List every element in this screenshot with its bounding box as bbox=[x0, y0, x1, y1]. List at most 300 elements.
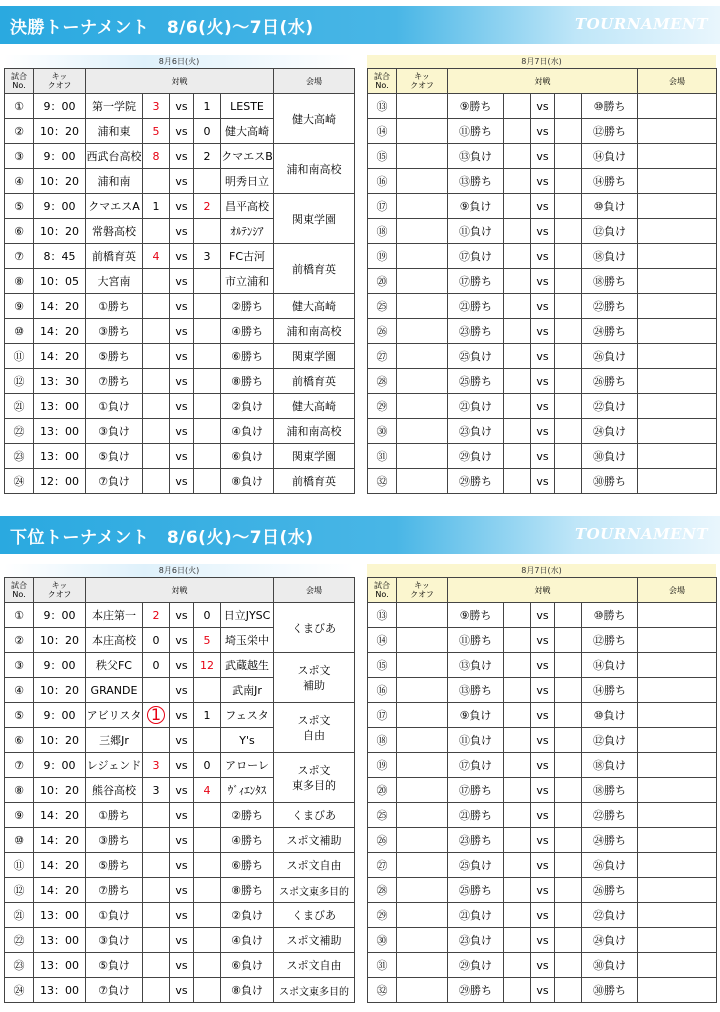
section-title: 下位トーナメント 8/6(火)〜7日(水) bbox=[10, 528, 314, 548]
match-number: ㉔ bbox=[5, 469, 34, 494]
away-score bbox=[555, 928, 582, 953]
home-score bbox=[143, 269, 170, 294]
kickoff-time: 10：05 bbox=[34, 269, 86, 294]
home-team: 三郷Jr bbox=[86, 728, 143, 753]
kickoff-time bbox=[397, 753, 448, 778]
away-team: ⑱勝ち bbox=[582, 269, 638, 294]
table-row bbox=[368, 853, 717, 878]
match-number: ⑯ bbox=[368, 169, 397, 194]
away-score bbox=[555, 628, 582, 653]
table-row bbox=[5, 419, 355, 444]
home-score: 1 bbox=[143, 194, 170, 219]
home-team: ⑬負け bbox=[448, 653, 504, 678]
home-score bbox=[504, 444, 531, 469]
kickoff-time bbox=[397, 903, 448, 928]
home-score bbox=[143, 728, 170, 753]
match-number: ⑮ bbox=[368, 144, 397, 169]
kickoff-time: 13：00 bbox=[34, 953, 86, 978]
away-team: 武蔵越生 bbox=[221, 653, 274, 678]
venue bbox=[638, 94, 717, 119]
match-number: ③ bbox=[5, 653, 34, 678]
match-number: ⑧ bbox=[5, 778, 34, 803]
home-team: ㉓勝ち bbox=[448, 319, 504, 344]
venue bbox=[638, 978, 717, 1003]
away-score bbox=[555, 419, 582, 444]
home-score: 0 bbox=[143, 653, 170, 678]
home-team: 第一学院 bbox=[86, 94, 143, 119]
venue bbox=[638, 344, 717, 369]
home-team: ⑪勝ち bbox=[448, 119, 504, 144]
home-team: ①勝ち bbox=[86, 294, 143, 319]
home-team: ㉕勝ち bbox=[448, 878, 504, 903]
kickoff-time bbox=[397, 628, 448, 653]
away-team: ㉚負け bbox=[582, 444, 638, 469]
match-number: ⑲ bbox=[368, 753, 397, 778]
vs-label: vs bbox=[531, 444, 555, 469]
away-team: ㉖負け bbox=[582, 344, 638, 369]
home-score bbox=[504, 803, 531, 828]
home-team: ⑦勝ち bbox=[86, 878, 143, 903]
match-number: ㉜ bbox=[368, 469, 397, 494]
away-team: ⑩負け bbox=[582, 703, 638, 728]
table-row bbox=[368, 753, 717, 778]
venue: スポ文自由 bbox=[274, 953, 355, 978]
home-score bbox=[143, 169, 170, 194]
home-team: ⑪負け bbox=[448, 219, 504, 244]
venue: くまびあ bbox=[274, 803, 355, 828]
away-team: ⑱負け bbox=[582, 753, 638, 778]
away-team: 健大高崎 bbox=[221, 119, 274, 144]
home-team: ⑦勝ち bbox=[86, 369, 143, 394]
venue bbox=[638, 294, 717, 319]
vs-label: vs bbox=[170, 244, 194, 269]
home-score bbox=[504, 953, 531, 978]
home-score bbox=[504, 778, 531, 803]
vs-label: vs bbox=[531, 678, 555, 703]
vs-label: vs bbox=[170, 294, 194, 319]
match-number: ㉕ bbox=[368, 294, 397, 319]
match-number: ⑨ bbox=[5, 294, 34, 319]
table-row bbox=[368, 778, 717, 803]
match-number: ⑮ bbox=[368, 653, 397, 678]
home-team: GRANDE bbox=[86, 678, 143, 703]
match-number: ④ bbox=[5, 678, 34, 703]
home-team: ㉓勝ち bbox=[448, 828, 504, 853]
match-number: ⑭ bbox=[368, 628, 397, 653]
away-team: ⑧負け bbox=[221, 978, 274, 1003]
away-team: Y's bbox=[221, 728, 274, 753]
home-team: ⑬勝ち bbox=[448, 169, 504, 194]
away-score bbox=[555, 853, 582, 878]
home-score bbox=[504, 344, 531, 369]
home-team: ㉓負け bbox=[448, 928, 504, 953]
kickoff-time: 9：00 bbox=[34, 603, 86, 628]
match-number: ⑩ bbox=[5, 319, 34, 344]
table-row bbox=[368, 319, 717, 344]
day1-date-label: 8月6日(火) bbox=[4, 564, 354, 577]
match-number: ⑰ bbox=[368, 194, 397, 219]
venue bbox=[638, 678, 717, 703]
table-row bbox=[5, 194, 355, 219]
table-row bbox=[368, 903, 717, 928]
kickoff-time bbox=[397, 853, 448, 878]
kickoff-time: 9：00 bbox=[34, 194, 86, 219]
table-row bbox=[5, 828, 355, 853]
table-row bbox=[5, 369, 355, 394]
header-kickoff: キッ クオフ bbox=[34, 69, 86, 94]
away-score bbox=[555, 903, 582, 928]
venue bbox=[638, 194, 717, 219]
venue bbox=[638, 628, 717, 653]
section-banner-lower bbox=[0, 516, 720, 554]
home-score bbox=[143, 978, 170, 1003]
kickoff-time: 14：20 bbox=[34, 344, 86, 369]
away-team: ⑫勝ち bbox=[582, 119, 638, 144]
table-row bbox=[5, 444, 355, 469]
away-team: ㉒負け bbox=[582, 903, 638, 928]
home-team: ㉙勝ち bbox=[448, 469, 504, 494]
home-score bbox=[504, 394, 531, 419]
kickoff-time: 10：20 bbox=[34, 678, 86, 703]
vs-label: vs bbox=[531, 803, 555, 828]
vs-label: vs bbox=[531, 419, 555, 444]
match-number: ⑯ bbox=[368, 678, 397, 703]
home-score: 1 bbox=[143, 703, 170, 728]
away-team: ⑱勝ち bbox=[582, 778, 638, 803]
away-score bbox=[194, 953, 221, 978]
away-score bbox=[555, 728, 582, 753]
home-score bbox=[504, 319, 531, 344]
table-row bbox=[368, 953, 717, 978]
home-team: ⑪勝ち bbox=[448, 628, 504, 653]
match-number: ㉚ bbox=[368, 419, 397, 444]
match-number: ⑱ bbox=[368, 219, 397, 244]
day1-schedule-table bbox=[4, 68, 355, 494]
table-row bbox=[368, 469, 717, 494]
home-score bbox=[504, 369, 531, 394]
kickoff-time: 14：20 bbox=[34, 828, 86, 853]
venue bbox=[638, 119, 717, 144]
home-score: 5 bbox=[143, 119, 170, 144]
table-row bbox=[5, 469, 355, 494]
home-team: ③勝ち bbox=[86, 828, 143, 853]
home-team: ⑤勝ち bbox=[86, 344, 143, 369]
vs-label: vs bbox=[531, 653, 555, 678]
table-row bbox=[5, 703, 355, 728]
home-score: 4 bbox=[143, 244, 170, 269]
home-team: ⑨負け bbox=[448, 194, 504, 219]
home-score bbox=[143, 444, 170, 469]
away-team: ⑫負け bbox=[582, 219, 638, 244]
vs-label: vs bbox=[531, 469, 555, 494]
away-score bbox=[555, 94, 582, 119]
vs-label: vs bbox=[170, 653, 194, 678]
away-score bbox=[194, 344, 221, 369]
home-team: 西武台高校 bbox=[86, 144, 143, 169]
match-number: ㉘ bbox=[368, 369, 397, 394]
vs-label: vs bbox=[170, 469, 194, 494]
section-tag: TOURNAMENT bbox=[574, 525, 708, 543]
venue bbox=[638, 394, 717, 419]
venue bbox=[638, 653, 717, 678]
home-team: ⑬勝ち bbox=[448, 678, 504, 703]
vs-label: vs bbox=[531, 903, 555, 928]
venue bbox=[638, 419, 717, 444]
away-score bbox=[194, 419, 221, 444]
away-team: ⑧勝ち bbox=[221, 878, 274, 903]
kickoff-time bbox=[397, 369, 448, 394]
table-row bbox=[368, 603, 717, 628]
venue: 健大高崎 bbox=[274, 94, 355, 144]
away-team: ④負け bbox=[221, 928, 274, 953]
header-match-no: 試合 No. bbox=[368, 578, 397, 603]
away-team: ②負け bbox=[221, 903, 274, 928]
venue: 関東学園 bbox=[274, 344, 355, 369]
vs-label: vs bbox=[531, 853, 555, 878]
match-number: ⑳ bbox=[368, 778, 397, 803]
vs-label: vs bbox=[170, 169, 194, 194]
kickoff-time bbox=[397, 978, 448, 1003]
day1-date-label: 8月6日(火) bbox=[4, 55, 354, 68]
match-number: ㉛ bbox=[368, 444, 397, 469]
kickoff-time: 9：00 bbox=[34, 144, 86, 169]
table-row bbox=[5, 928, 355, 953]
vs-label: vs bbox=[531, 978, 555, 1003]
match-number: ㉒ bbox=[5, 928, 34, 953]
away-score bbox=[555, 269, 582, 294]
vs-label: vs bbox=[170, 803, 194, 828]
away-team: ㉖勝ち bbox=[582, 878, 638, 903]
home-score: 3 bbox=[143, 94, 170, 119]
away-score bbox=[555, 394, 582, 419]
venue: スポ文 補助 bbox=[274, 653, 355, 703]
home-team: ⑬負け bbox=[448, 144, 504, 169]
home-team: ⑤勝ち bbox=[86, 853, 143, 878]
venue: スポ文東多目的 bbox=[274, 978, 355, 1003]
venue bbox=[638, 219, 717, 244]
match-number: ⑥ bbox=[5, 219, 34, 244]
match-number: ⑧ bbox=[5, 269, 34, 294]
header-venue: 会場 bbox=[274, 69, 355, 94]
home-score bbox=[504, 878, 531, 903]
away-team: 日立JYSC bbox=[221, 603, 274, 628]
table-row bbox=[368, 928, 717, 953]
home-team: ⑦負け bbox=[86, 978, 143, 1003]
kickoff-time: 14：20 bbox=[34, 319, 86, 344]
vs-label: vs bbox=[170, 978, 194, 1003]
home-score bbox=[143, 319, 170, 344]
venue bbox=[638, 169, 717, 194]
venue: スポ文自由 bbox=[274, 853, 355, 878]
match-number: ⑪ bbox=[5, 344, 34, 369]
home-score bbox=[504, 294, 531, 319]
kickoff-time bbox=[397, 269, 448, 294]
kickoff-time bbox=[397, 244, 448, 269]
vs-label: vs bbox=[531, 369, 555, 394]
home-score bbox=[504, 928, 531, 953]
header-match: 対戦 bbox=[448, 578, 638, 603]
vs-label: vs bbox=[531, 119, 555, 144]
kickoff-time bbox=[397, 653, 448, 678]
venue: 健大高崎 bbox=[274, 294, 355, 319]
home-score: 2 bbox=[143, 603, 170, 628]
away-team: ㉚勝ち bbox=[582, 978, 638, 1003]
home-team: ③負け bbox=[86, 928, 143, 953]
away-team: ④勝ち bbox=[221, 319, 274, 344]
day2-date-label: 8月7日(水) bbox=[367, 564, 716, 577]
home-team: ㉑負け bbox=[448, 394, 504, 419]
table-row bbox=[5, 394, 355, 419]
kickoff-time bbox=[397, 878, 448, 903]
venue bbox=[638, 319, 717, 344]
vs-label: vs bbox=[531, 878, 555, 903]
venue bbox=[638, 469, 717, 494]
away-score: 3 bbox=[194, 244, 221, 269]
kickoff-time bbox=[397, 194, 448, 219]
header-match: 対戦 bbox=[86, 69, 274, 94]
away-score bbox=[555, 194, 582, 219]
match-number: ㉖ bbox=[368, 828, 397, 853]
home-score bbox=[504, 169, 531, 194]
venue bbox=[638, 878, 717, 903]
away-score bbox=[194, 678, 221, 703]
away-score bbox=[194, 319, 221, 344]
table-row bbox=[5, 94, 355, 119]
home-team: ㉙勝ち bbox=[448, 978, 504, 1003]
away-team: ⑫負け bbox=[582, 728, 638, 753]
match-number: ㉗ bbox=[368, 853, 397, 878]
match-number: ② bbox=[5, 628, 34, 653]
vs-label: vs bbox=[531, 244, 555, 269]
venue bbox=[638, 928, 717, 953]
home-team: 常磐高校 bbox=[86, 219, 143, 244]
home-team: ㉙負け bbox=[448, 953, 504, 978]
away-team: ⑥負け bbox=[221, 953, 274, 978]
vs-label: vs bbox=[170, 778, 194, 803]
vs-label: vs bbox=[531, 394, 555, 419]
venue bbox=[638, 444, 717, 469]
match-number: ㉖ bbox=[368, 319, 397, 344]
venue bbox=[638, 778, 717, 803]
kickoff-time bbox=[397, 444, 448, 469]
kickoff-time: 12：00 bbox=[34, 469, 86, 494]
home-team: ⑰負け bbox=[448, 244, 504, 269]
table-row bbox=[368, 219, 717, 244]
venue: 前橋育英 bbox=[274, 369, 355, 394]
away-team: ㉒勝ち bbox=[582, 803, 638, 828]
home-team: ⑰勝ち bbox=[448, 778, 504, 803]
table-row bbox=[5, 294, 355, 319]
match-number: ㉜ bbox=[368, 978, 397, 1003]
table-row bbox=[5, 244, 355, 269]
vs-label: vs bbox=[531, 728, 555, 753]
kickoff-time bbox=[397, 319, 448, 344]
header-match: 対戦 bbox=[448, 69, 638, 94]
away-score bbox=[555, 469, 582, 494]
away-team: 武南Jr bbox=[221, 678, 274, 703]
kickoff-time bbox=[397, 803, 448, 828]
day1-schedule-table bbox=[4, 577, 355, 1003]
venue: くまびあ bbox=[274, 603, 355, 653]
home-team: ㉕負け bbox=[448, 853, 504, 878]
kickoff-time: 13：00 bbox=[34, 394, 86, 419]
away-score: 12 bbox=[194, 653, 221, 678]
match-number: ㉑ bbox=[5, 394, 34, 419]
home-score bbox=[504, 119, 531, 144]
away-score bbox=[194, 169, 221, 194]
home-team: 前橋育英 bbox=[86, 244, 143, 269]
vs-label: vs bbox=[531, 194, 555, 219]
home-team: アビリスタ bbox=[86, 703, 143, 728]
venue: スポ文 自由 bbox=[274, 703, 355, 753]
home-score bbox=[143, 469, 170, 494]
table-row bbox=[368, 803, 717, 828]
vs-label: vs bbox=[170, 369, 194, 394]
away-score bbox=[555, 703, 582, 728]
vs-label: vs bbox=[170, 728, 194, 753]
home-score bbox=[504, 703, 531, 728]
match-number: ⑨ bbox=[5, 803, 34, 828]
kickoff-time bbox=[397, 94, 448, 119]
away-score bbox=[194, 903, 221, 928]
home-score bbox=[143, 853, 170, 878]
away-team: ⑥負け bbox=[221, 444, 274, 469]
kickoff-time bbox=[397, 119, 448, 144]
away-score bbox=[194, 219, 221, 244]
venue: 健大高崎 bbox=[274, 394, 355, 419]
away-team: フェスタ bbox=[221, 703, 274, 728]
header-venue: 会場 bbox=[274, 578, 355, 603]
vs-label: vs bbox=[170, 219, 194, 244]
vs-label: vs bbox=[531, 319, 555, 344]
away-team: ㉚勝ち bbox=[582, 469, 638, 494]
home-team: レジェンド bbox=[86, 753, 143, 778]
away-team: ㉖勝ち bbox=[582, 369, 638, 394]
away-score: 5 bbox=[194, 628, 221, 653]
kickoff-time bbox=[397, 469, 448, 494]
match-number: ㉒ bbox=[5, 419, 34, 444]
home-score bbox=[143, 219, 170, 244]
table-row bbox=[5, 903, 355, 928]
away-score bbox=[555, 603, 582, 628]
away-score bbox=[555, 244, 582, 269]
home-team: ⑤負け bbox=[86, 953, 143, 978]
away-team: 昌平高校 bbox=[221, 194, 274, 219]
away-team: ⑧負け bbox=[221, 469, 274, 494]
away-score bbox=[194, 369, 221, 394]
table-row bbox=[368, 244, 717, 269]
table-row bbox=[368, 444, 717, 469]
vs-label: vs bbox=[170, 678, 194, 703]
kickoff-time bbox=[397, 953, 448, 978]
kickoff-time: 10：20 bbox=[34, 219, 86, 244]
kickoff-time bbox=[397, 344, 448, 369]
kickoff-time bbox=[397, 144, 448, 169]
table-row bbox=[368, 344, 717, 369]
vs-label: vs bbox=[531, 269, 555, 294]
venue bbox=[638, 953, 717, 978]
table-row bbox=[5, 653, 355, 678]
table-row bbox=[5, 978, 355, 1003]
table-row bbox=[5, 878, 355, 903]
match-number: ㉙ bbox=[368, 903, 397, 928]
vs-label: vs bbox=[170, 144, 194, 169]
table-row bbox=[368, 419, 717, 444]
away-score: 2 bbox=[194, 194, 221, 219]
home-score bbox=[504, 94, 531, 119]
away-score bbox=[555, 753, 582, 778]
vs-label: vs bbox=[531, 294, 555, 319]
